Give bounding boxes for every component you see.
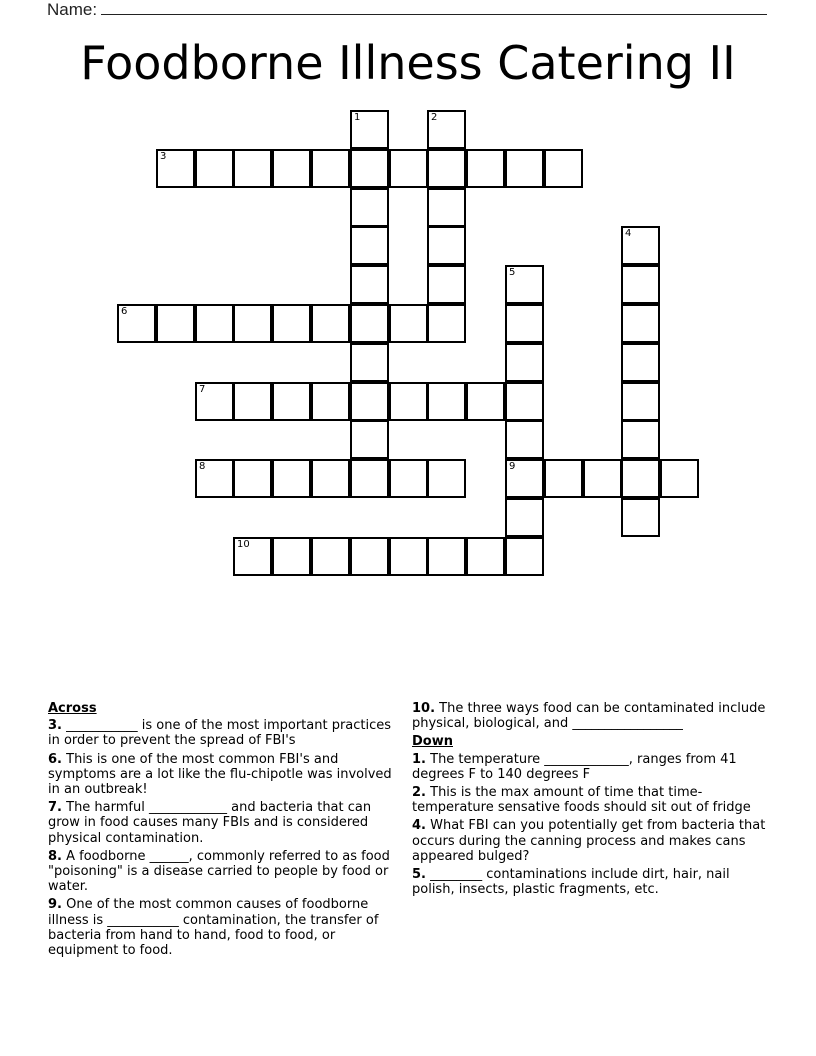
cell-number: 4	[625, 228, 632, 239]
cell-number: 5	[509, 267, 516, 278]
clue-number: 9.	[48, 897, 62, 913]
cell-number: 3	[160, 151, 167, 162]
crossword-cell[interactable]	[466, 382, 505, 421]
clue-text: The temperature _____________, ranges from 41 degrees F to 140 degrees F	[412, 751, 737, 782]
cell-number: 9	[509, 461, 516, 472]
crossword-cell[interactable]	[350, 149, 389, 188]
crossword-cell[interactable]	[117, 304, 156, 343]
clues-column-right	[412, 701, 772, 900]
clue-text: ________ contaminations include dirt, hair, nail polish, insects, plastic fragments, etc.	[412, 867, 730, 898]
clue-number: 2.	[412, 785, 426, 801]
crossword-cell[interactable]	[233, 149, 272, 188]
clue-number: 6.	[48, 751, 62, 767]
crossword-cell[interactable]	[466, 149, 505, 188]
cell-number: 8	[199, 461, 206, 472]
clue-text: The harmful ____________ and bacteria that can grow in food causes many FBIs and is considered physical contamination.	[48, 800, 372, 846]
clue-number: 3.	[48, 718, 62, 734]
crossword-cell[interactable]	[505, 265, 544, 304]
crossword-cell[interactable]	[195, 304, 234, 343]
crossword-cell[interactable]	[350, 420, 389, 459]
crossword-cell[interactable]	[350, 537, 389, 576]
crossword-cell[interactable]	[427, 188, 466, 227]
cell-number: 1	[354, 112, 361, 123]
clue-down-5	[412, 867, 772, 897]
crossword-cell[interactable]	[311, 537, 350, 576]
crossword-cell[interactable]	[350, 343, 389, 382]
cell-number: 2	[431, 112, 438, 123]
clue-number: 5.	[412, 867, 426, 883]
cell-number: 7	[199, 384, 206, 395]
crossword-cell[interactable]	[427, 226, 466, 265]
crossword-cell[interactable]	[427, 537, 466, 576]
crossword-cell[interactable]	[195, 382, 234, 421]
crossword-cell[interactable]	[156, 304, 195, 343]
crossword-cell[interactable]	[505, 537, 544, 576]
crossword-cell[interactable]	[311, 149, 350, 188]
crossword-cell[interactable]	[427, 110, 466, 149]
clue-across-9	[48, 897, 398, 958]
crossword-cell[interactable]	[389, 304, 428, 343]
crossword-cell[interactable]	[233, 537, 272, 576]
crossword-cell[interactable]	[195, 149, 234, 188]
clue-down-2	[412, 785, 772, 815]
clue-text: This is the max amount of time that time-temperature sensative foods should sit out of fridge	[412, 785, 751, 816]
crossword-cell[interactable]	[389, 537, 428, 576]
crossword-cell[interactable]	[195, 459, 234, 498]
clue-across-7	[48, 800, 398, 846]
clue-number: 8.	[48, 848, 62, 864]
crossword-cell[interactable]	[389, 459, 428, 498]
crossword-cell[interactable]	[505, 498, 544, 537]
crossword-cell[interactable]	[621, 420, 660, 459]
clue-across-6	[48, 752, 398, 798]
crossword-cell[interactable]	[660, 459, 699, 498]
crossword-cell[interactable]	[311, 382, 350, 421]
crossword-cell[interactable]	[427, 265, 466, 304]
crossword-cell[interactable]	[389, 382, 428, 421]
crossword-cell[interactable]	[505, 382, 544, 421]
page-title: Foodborne Illness Catering II	[80, 36, 736, 90]
crossword-cell[interactable]	[427, 304, 466, 343]
crossword-cell[interactable]	[621, 459, 660, 498]
crossword-cell[interactable]	[272, 537, 311, 576]
clue-text: This is one of the most common FBI's and symptoms are a lot like the flu-chipotle was involved in an outbreak!	[48, 751, 392, 798]
crossword-cell[interactable]	[272, 149, 311, 188]
clue-across-8	[48, 849, 398, 895]
crossword-cell[interactable]	[621, 265, 660, 304]
clue-text: What FBI can you potentially get from bacteria that occurs during the canning process and makes cans appeared bulged?	[412, 818, 766, 864]
clue-across-3	[48, 718, 398, 748]
crossword-cell[interactable]	[505, 149, 544, 188]
crossword-cell[interactable]	[621, 498, 660, 537]
crossword-cell[interactable]	[350, 382, 389, 421]
clue-number: 7.	[48, 800, 62, 816]
crossword-cell[interactable]	[350, 226, 389, 265]
crossword-cell[interactable]	[466, 537, 505, 576]
crossword-cell[interactable]	[233, 382, 272, 421]
crossword-cell[interactable]	[505, 304, 544, 343]
clues-column-left	[48, 701, 398, 961]
crossword-cell[interactable]	[389, 149, 428, 188]
crossword-cell[interactable]	[311, 304, 350, 343]
clue-number: 10.	[412, 701, 436, 716]
clue-number: 4.	[412, 818, 426, 834]
clue-across-10	[412, 701, 772, 731]
crossword-cell[interactable]	[505, 420, 544, 459]
crossword-cell[interactable]	[350, 459, 389, 498]
crossword-cell[interactable]	[544, 459, 583, 498]
crossword-cell[interactable]	[621, 304, 660, 343]
down-heading: Down	[412, 734, 453, 750]
clue-text: ___________ is one of the most important practices in order to prevent the spread of FBI's	[48, 718, 392, 749]
crossword-cell[interactable]	[583, 459, 622, 498]
crossword-cell[interactable]	[621, 343, 660, 382]
clue-text: One of the most common causes of foodborne illness is ___________ contamination, the transfer of bacteria from hand to hand, food to food, or equipment to food.	[48, 897, 379, 959]
cell-number: 10	[237, 539, 250, 550]
across-heading: Across	[48, 701, 97, 716]
crossword-cell[interactable]	[272, 304, 311, 343]
crossword-cell[interactable]	[272, 459, 311, 498]
clue-down-4	[412, 818, 772, 864]
clue-number: 1.	[412, 751, 426, 767]
crossword-cell[interactable]	[350, 304, 389, 343]
crossword-cell[interactable]	[544, 149, 583, 188]
clue-text: A foodborne ______, commonly referred to as food "poisoning" is a disease carried to people by food or water.	[48, 848, 390, 895]
crossword-cell[interactable]	[156, 149, 195, 188]
crossword-cell[interactable]	[350, 265, 389, 304]
crossword-cell[interactable]	[427, 149, 466, 188]
crossword-cell[interactable]	[272, 382, 311, 421]
name-label: Name:	[47, 0, 98, 19]
crossword-cell[interactable]	[505, 343, 544, 382]
clue-down-1	[412, 752, 772, 782]
crossword-cell[interactable]	[427, 382, 466, 421]
crossword-cell[interactable]	[233, 459, 272, 498]
crossword-cell[interactable]	[350, 188, 389, 227]
clue-text: The three ways food can be contaminated include physical, biological, and _________________	[412, 701, 766, 732]
crossword-cell[interactable]	[505, 459, 544, 498]
crossword-cell[interactable]	[311, 459, 350, 498]
crossword-cell[interactable]	[233, 304, 272, 343]
crossword-cell[interactable]	[427, 459, 466, 498]
crossword-cell[interactable]	[621, 226, 660, 265]
cell-number: 6	[121, 306, 128, 317]
crossword-cell[interactable]	[621, 382, 660, 421]
crossword-cell[interactable]	[350, 110, 389, 149]
